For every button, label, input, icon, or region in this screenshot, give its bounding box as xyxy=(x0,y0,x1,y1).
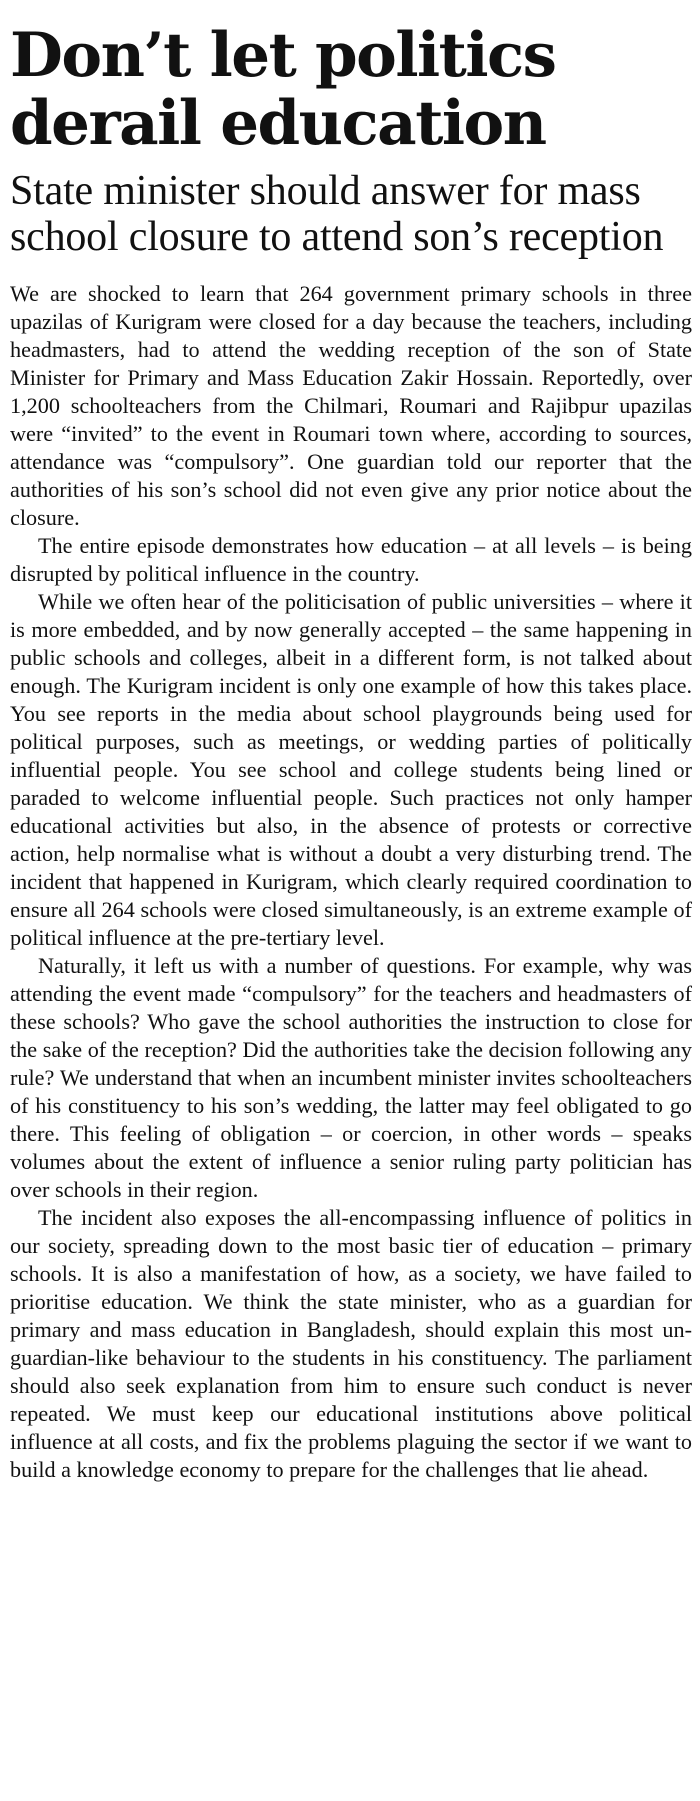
article-body xyxy=(10,280,692,1484)
subheadline: State minister should answer for mass school closure to attend son’s reception xyxy=(10,168,664,260)
paragraph-4: Naturally, it left us with a number of questions. For example, why was attending the event made “compulsory” for the teachers and headmasters of these schools? Who gave the school authorities the instruction to close for the sake of the reception? Did the authorities take the decision following any rule? We understand that when an incumbent minister invites schoolteachers of his constituency to his son’s wedding, the latter may feel obligated to go there. This feeling of obligation – or coercion, in other words – speaks volumes about the extent of influence a senior ruling party politician has over schools in their region. xyxy=(10,953,692,1202)
paragraph-2: The entire episode demonstrates how education – at all levels – is being disrupted by political influence in the country. xyxy=(10,533,692,586)
paragraph-1: We are shocked to learn that 264 government primary schools in three upazilas of Kurigram were closed for a day because the teachers, including headmasters, had to attend the wedding reception of the son of State Minister for Primary and Mass Education Zakir Hossain. Reportedly, over 1,200 schoolteachers from the Chilmari, Roumari and Rajibpur upazilas were “invited” to the event in Roumari town where, according to sources, attendance was “compulsory”. One guardian told our reporter that the authorities of his son’s school did not even give any prior notice about the closure. xyxy=(10,281,692,530)
paragraph-3: While we often hear of the politicisation of public universities – where it is more embedded, and by now generally accepted – the same happening in public schools and colleges, albeit in a different form, is not talked about enough. The Kurigram incident is only one example of how this takes place. You see reports in the media about school playgrounds being used for political purposes, such as meetings, or wedding parties of politically influential people. You see school and college students being lined or paraded to welcome influential people. Such practices not only hamper educational activities but also, in the absence of protests or corrective action, help normalise what is without a doubt a very disturbing trend. The incident that happened in Kurigram, which clearly required coordination to ensure all 264 schools were closed simultaneously, is an extreme example of political influence at the pre-tertiary level. xyxy=(10,589,692,950)
headline: Don’t let politics derail education xyxy=(10,20,556,159)
paragraph-5: The incident also exposes the all-encompassing influence of politics in our society, spreading down to the most basic tier of education – primary schools. It is also a manifestation of how, as a society, we have failed to prioritise education. We think the state minister, who as a guardian for primary and mass education in Bangladesh, should explain this most unguardian-like behaviour to the students in his constituency. The parliament should also seek explanation from him to ensure such conduct is never repeated. We must keep our educational institutions above political influence at all costs, and fix the problems plaguing the sector if we want to build a knowledge economy to prepare for the challenges that lie ahead. xyxy=(10,1205,692,1482)
